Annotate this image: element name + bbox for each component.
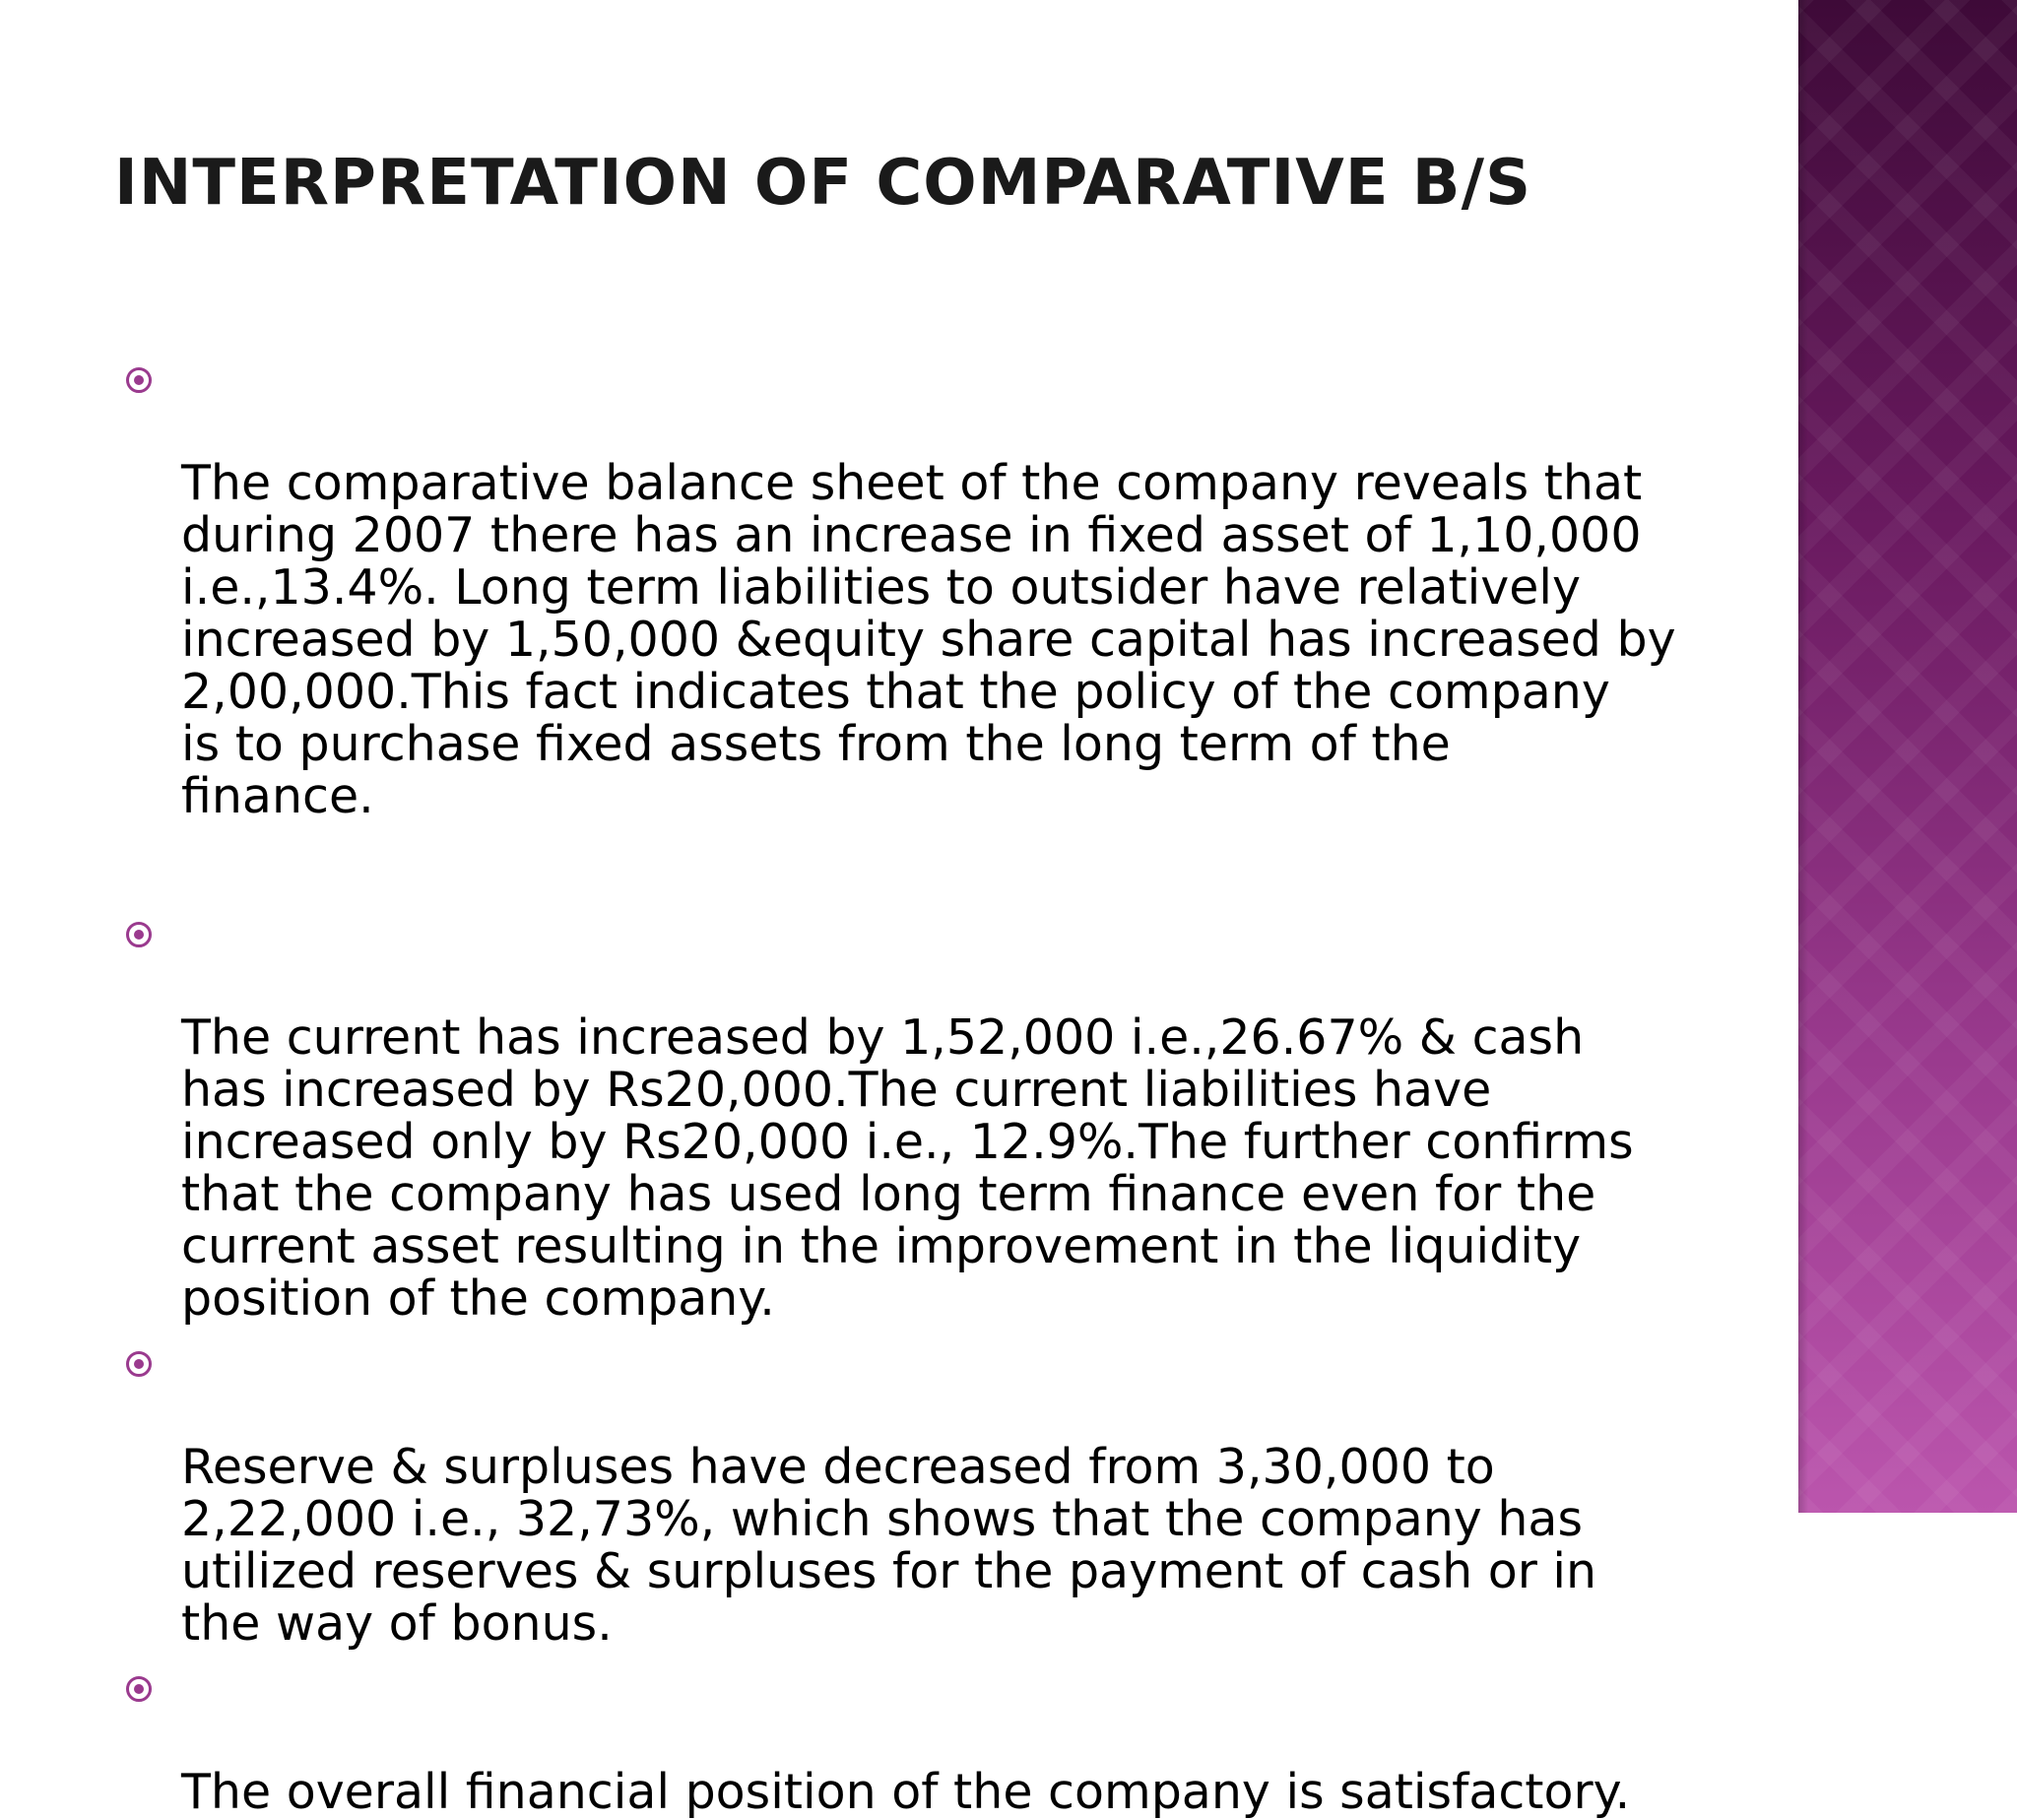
circle-dot-bullet-icon <box>126 1676 152 1702</box>
bullet-item <box>0 353 1763 822</box>
bullet-list <box>0 353 1763 1818</box>
circle-dot-bullet-icon <box>126 922 152 947</box>
decorative-side-band <box>1798 0 2017 1513</box>
bullet-text: Reserve & surpluses have decreased from 3,30,000 to 2,22,000 i.e., 32,73%, which shows that the company has utilized reserves & surpluses for the payment of cash or in the way of bonus. <box>181 1439 1597 1652</box>
bullet-item <box>0 907 1763 1325</box>
bullet-text: The current has increased by 1,52,000 i.e.,26.67% & cash has increased by Rs20,000.The current liabilities have increased only by Rs20,000 i.e., 12.9%.The further confirms that the company has used long term finance even for the current asset resulting in the improvement in the liquidity position of the company. <box>181 1009 1634 1327</box>
circle-dot-bullet-icon <box>126 1351 152 1377</box>
slide-title: INTERPRETATION OF COMPARATIVE B/S <box>114 147 1532 220</box>
bullet-item <box>0 1661 1763 1818</box>
bullet-text: The comparative balance sheet of the company reveals that during 2007 there has an increase in fixed asset of 1,10,000 i.e.,13.4%. Long term liabilities to outsider have relatively increased by 1,50,000 &equity share capital has increased by 2,00,000.This fact indicates that the policy of the company is to purchase fixed assets from the long term of the finance. <box>181 455 1676 824</box>
circle-dot-bullet-icon <box>126 367 152 393</box>
bullet-item <box>0 1336 1763 1650</box>
bullet-text: The overall financial position of the company is satisfactory. <box>181 1764 1631 1820</box>
